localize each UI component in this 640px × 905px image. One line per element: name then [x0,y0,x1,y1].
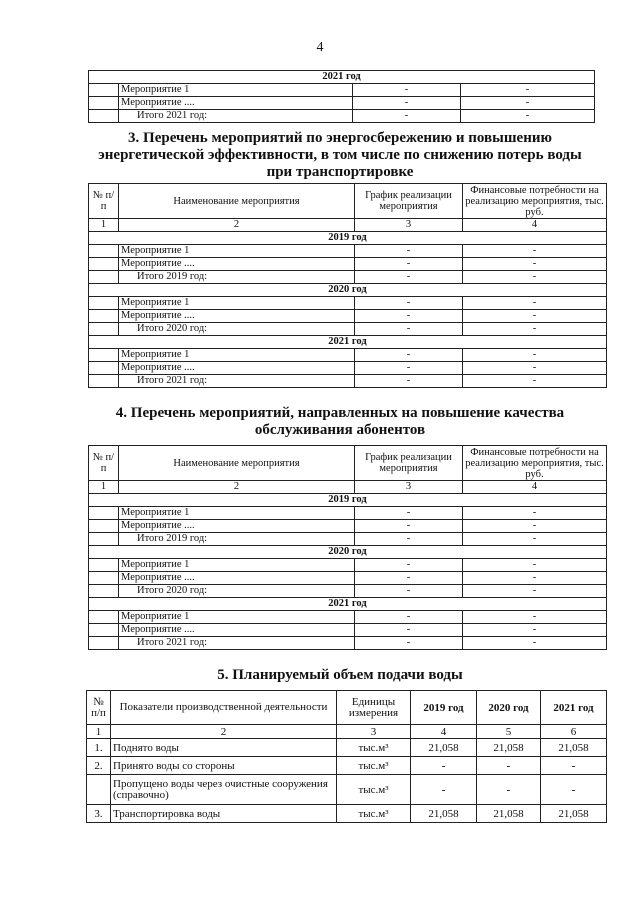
table-row: Мероприятие .... - - [89,624,607,637]
section-5-table [86,690,607,823]
table-header: № п/п Показатели производственной деятельности Единицы измерения 2019 год 2020 год 2021 год [87,691,607,725]
table-row: Итого 2021 год: - - [89,110,595,123]
column-numbers: 1 2 3 4 [89,219,607,232]
table-row: Итого 2019 год: - - [89,533,607,546]
table-row: Мероприятие 1 - - [89,245,607,258]
year-row: 2021 год [89,336,607,349]
section-3-title: 3. Перечень мероприятий по энергосбережению и повышению энергетической эффективности, в том числе по снижению потерь воды при транспортировке [98,130,582,180]
table-row: Пропущено воды через очистные сооружения (справочно) тыс.м³ - - - [87,775,607,805]
table-row: Мероприятие .... - - [89,310,607,323]
table-row: Мероприятие .... - - [89,258,607,271]
table-row: Мероприятие 1 - - [89,297,607,310]
table-row: Мероприятие .... - - [89,520,607,533]
table-header: № п/п Наименование мероприятия График реализации мероприятия Финансовые потребности на реализацию мероприятия, тыс. руб. [89,446,607,481]
year-row: 2020 год [89,284,607,297]
table-row: Мероприятие .... - - [89,97,595,110]
table-row: Мероприятие 1 - - [89,349,607,362]
year-row: 2020 год [89,546,607,559]
year-row: 2019 год [89,494,607,507]
table-row: Мероприятие 1 - - [89,559,607,572]
table-row: Мероприятие .... - - [89,572,607,585]
year-row: 2021 год [89,71,595,84]
page-number: 4 [316,40,324,55]
table-row: Итого 2019 год: - - [89,271,607,284]
section-5-title: 5. Планируемый объем подачи воды [217,667,463,683]
table-row: 3. Транспортировка воды тыс.м³ 21,058 21,058 21,058 [87,805,607,823]
table-row: Итого 2020 год: - - [89,323,607,336]
section-4-title: 4. Перечень мероприятий, направленных на повышение качества обслуживания абонентов [115,405,565,438]
table-row: Итого 2020 год: - - [89,585,607,598]
table-row: Итого 2021 год: - - [89,375,607,388]
table-row: Мероприятие 1 - - [89,611,607,624]
column-numbers: 1 2 3 4 [89,481,607,494]
table-row: 2. Принято воды со стороны тыс.м³ - - - [87,757,607,775]
year-row: 2021 год [89,598,607,611]
table-row: 1. Поднято воды тыс.м³ 21,058 21,058 21,058 [87,739,607,757]
table-header: № п/п Наименование мероприятия График реализации мероприятия Финансовые потребности на реализацию мероприятия, тыс. руб. [89,184,607,219]
year-row: 2019 год [89,232,607,245]
table-row: Мероприятие 1 - - [89,507,607,520]
table-row: Мероприятие 1 - - [89,84,595,97]
section-4-table [88,445,607,650]
table-2-tail [88,70,595,123]
column-numbers: 1 2 3 4 5 6 [87,725,607,739]
table-row: Итого 2021 год: - - [89,637,607,650]
section-3-table [88,183,607,388]
table-row: Мероприятие .... - - [89,362,607,375]
